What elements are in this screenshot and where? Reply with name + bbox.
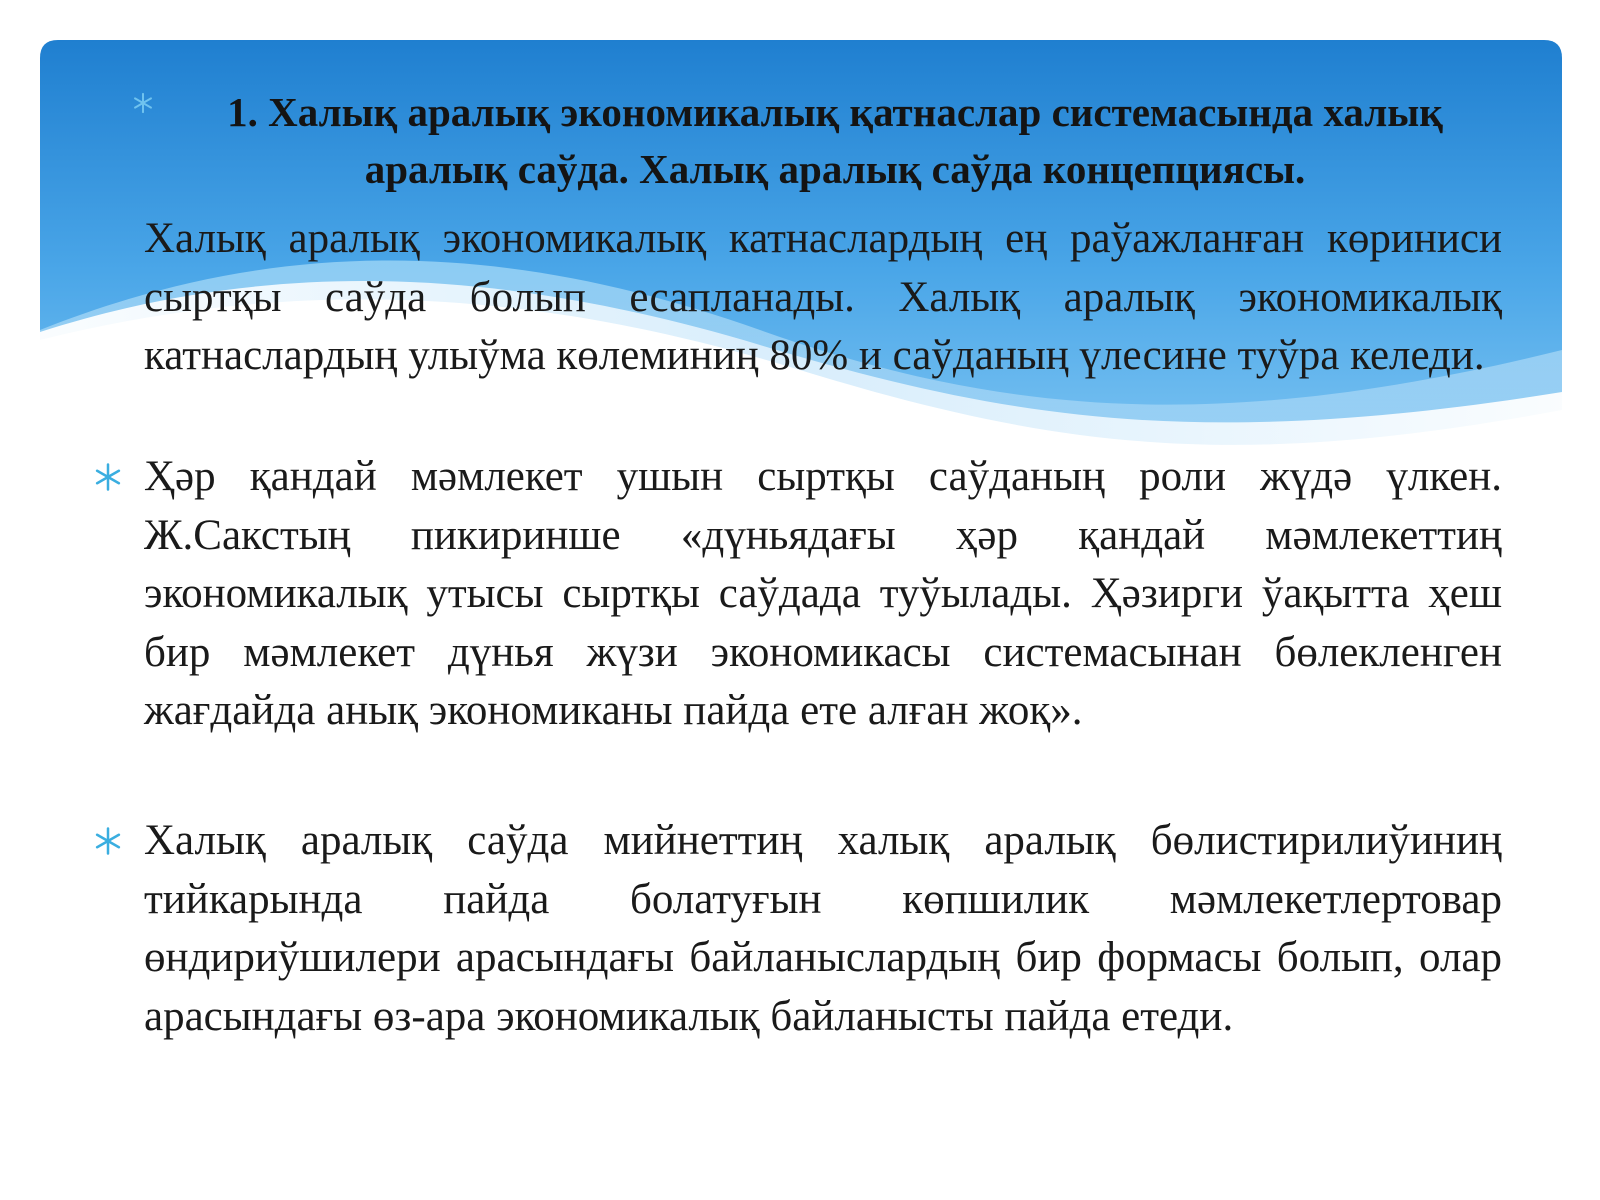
asterisk-star-icon <box>93 462 123 492</box>
paragraph-2: Ҳәр қандай мәмлекет ушын сыртқы саўданың роли жүдә үлкен. Ж.Сакстың пикиринше «дүньядағы ҳәр қандай мәмлекеттиң экономикалық утысы сыртқы саўдада туўылады. Ҳәзирги ўақытта ҳеш бир мәмлекет дүнья жүзи экономикасы системасынан бөлекленген жағдайда анық экономиканы пайда ете алған жоқ». <box>144 453 1502 734</box>
asterisk-star-icon <box>93 826 123 856</box>
slide-title: 1. Халық аралық экономикалық қатнаслар системасында халық аралық саўда. Халық аралық саўда концепциясы. <box>227 89 1443 192</box>
paragraph-3: Халық аралық саўда мийнеттиң халық аралық бөлистирилиўиниң тийкарында пайда болатуғын көпшилик мәмлекетлертовар өндириўшилери арасындағы байланыслардың бир формасы болып, олар арасындағы өз-ара экономикалық байланысты пайда етеди. <box>144 817 1502 1040</box>
asterisk-star-icon <box>132 92 154 114</box>
paragraph-1: Халық аралық экономикалық катнаслардың ең раўажланған көриниси сыртқы саўда болып есапланады. Халық аралық экономикалық катнаслардың улыўма көлеминиң 80% и саўданың үлесине туўра келеди. <box>144 215 1502 379</box>
